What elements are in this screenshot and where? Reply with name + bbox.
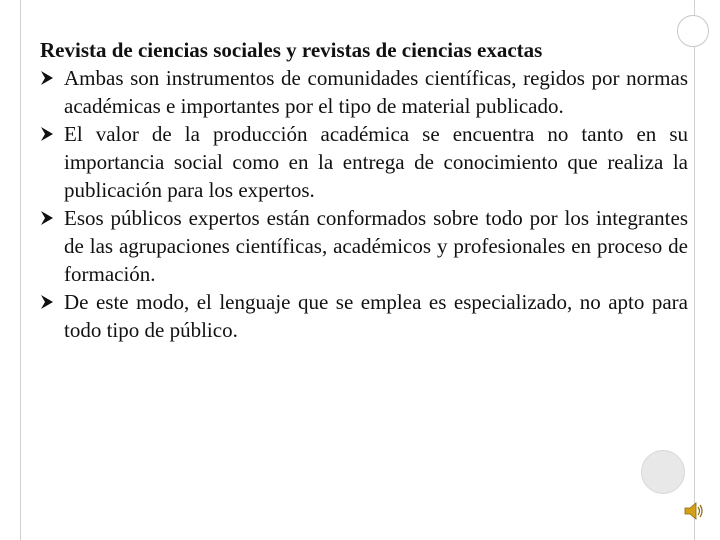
slide-title: Revista de ciencias sociales y revistas de ciencias exactas: [40, 38, 543, 62]
arrowhead-bullet-icon: [40, 70, 54, 86]
frame-line-left: [20, 0, 21, 540]
frame-line-right: [694, 0, 695, 540]
bullet-text: El valor de la producción académica se encuentra no tanto en su importancia social como en la entrega de conocimiento que realiza la publicación para los expertos.: [64, 122, 688, 202]
bullet-item: [40, 120, 688, 204]
arrowhead-bullet-icon: [40, 294, 54, 310]
bullet-item: [40, 204, 688, 288]
bullet-item: [40, 64, 688, 120]
bullet-text: Esos públicos expertos están conformados sobre todo por los integrantes de las agrupaciones científicas, académicos y profesionales en proceso de formación.: [64, 206, 688, 286]
slide-content: [40, 36, 688, 344]
bullet-list: [40, 64, 688, 344]
speaker-icon[interactable]: [683, 500, 705, 522]
bullet-item: [40, 288, 688, 344]
bullet-text: Ambas son instrumentos de comunidades científicas, regidos por normas académicas e importantes por el tipo de material publicado.: [64, 66, 688, 118]
arrowhead-bullet-icon: [40, 126, 54, 142]
bullet-text: De este modo, el lenguaje que se emplea es especializado, no apto para todo tipo de público.: [64, 290, 688, 342]
decorative-circle-bottom: [641, 450, 685, 494]
arrowhead-bullet-icon: [40, 210, 54, 226]
